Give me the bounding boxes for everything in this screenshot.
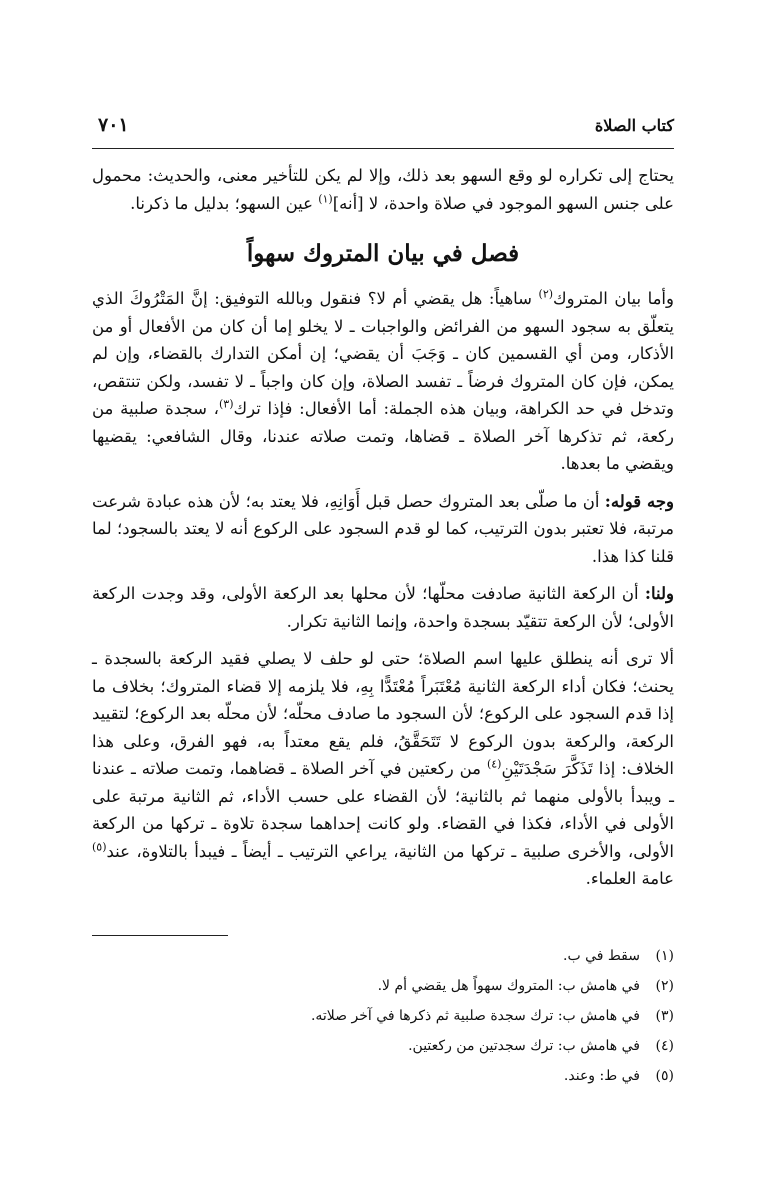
footnote-item [96, 1038, 674, 1068]
footnote-number: (٣) [655, 1008, 674, 1024]
footnote-text: في هامش ب: المتروك سهواً هل يقضي أم لا. [377, 978, 640, 994]
paragraph-4-label: ولنا: [644, 584, 674, 603]
footnote-ref-4: (٤) [486, 757, 502, 771]
page-header [92, 112, 674, 149]
footnote-ref-1: (١) [318, 192, 333, 205]
paragraph-3 [92, 488, 674, 571]
paragraph-3-label: وجه قوله: [604, 491, 674, 511]
paragraph-5-text-a: ألا ترى أنه ينطلق عليها اسم الصلاة؛ حتى لو حلف لا يصلي فقيد الركعة بالسجدة ـ يحنث؛ فكان أداء الركعة الثانية مُعْتَبَراً مُعْتَدًّا بِهِ، فلا يلزمه إلا قضاء المتروك؛ بخلاف ما إذا قدم السجود على الركوع؛ لأن السجود ما صادف محلّه؛ لأن محلّه بعد الركوع؛ لتقييد الركعة، والركعة بدون الركوع لا تَتَحَقَّقُ، فلم يقع معتداً به، فهو الفرق، وعلى هذا الخلاف: إذا تَذَكَّرَ سَجْدَتَيْنِ [92, 649, 674, 778]
paragraph-2 [92, 285, 674, 478]
footnote-item [96, 948, 674, 978]
paragraph-5 [92, 645, 674, 893]
paragraph-2-text-a: وأما بيان المتروك [553, 289, 674, 308]
footnote-number: (٢) [655, 978, 674, 994]
footnote-number: (٤) [655, 1038, 674, 1054]
footnote-text: في هامش ب: ترك سجدتين من ركعتين. [408, 1038, 640, 1054]
page-number: ٧٠١ [98, 114, 129, 136]
paragraph-2-text-b: ساهياً: هل يقضي أم لا؟ فنقول وبالله التوفيق: إنَّ المَتْرُوكَ الذي يتعلّق به سجود السهو من الفرائض والواجبات ـ لا يخلو إما أن كان من الأفعال أو من الأذكار، ومن أي القسمين كان ـ وَجَبَ أن يقضي؛ إن أمكن التدارك بالقضاء، وإن لم يمكن، فإن كان المتروك فرضاً ـ تفسد الصلاة، وإن كان واجباً ـ لا تفسد، ولكن تنتقص، وتدخل في حد الكراهة، وبيان هذه الجملة: أما الأفعال: فإذا ترك [92, 289, 674, 418]
paragraph-2-text-c: ، سجدة صلبية من ركعة، ثم تذكرها آخر الصلاة ـ قضاها، وتمت صلاته عندنا، وقال الشافعي: يقضيها ويقضي ما بعدها. [92, 399, 674, 473]
footnote-text: سقط في ب. [563, 948, 640, 964]
footnote-item [96, 978, 674, 1008]
footnote-text: في هامش ب: ترك سجدة صلبية ثم ذكرها في آخر صلاته. [310, 1008, 640, 1024]
footnote-ref-2: (٢) [538, 287, 554, 301]
paragraph-3-text: أن ما صلّى بعد المتروك حصل قبل أَوَانِهِ، فلا يعتد به؛ لأن هذه عبادة شرعت مرتبة، فلا تعتبر بدون الترتيب، كما لو قدم السجود على الركوع أنه لا يعتد بالسجود؛ لما قلنا كذا هذا. [92, 491, 674, 566]
paragraph-4 [92, 580, 674, 635]
footnote-ref-3: (٣) [219, 397, 234, 411]
footnote-separator [92, 935, 228, 936]
running-title: كتاب الصلاة [594, 116, 674, 135]
paragraph-1-tail: عين السهو؛ بدليل ما ذكرنا. [130, 193, 319, 213]
footnote-ref-5: (٥) [92, 840, 107, 853]
footnote-text: في ط: وعند. [563, 1068, 640, 1084]
footnote-number: (٥) [655, 1068, 674, 1084]
paragraph-4-text: أن الركعة الثانية صادفت محلّها؛ لأن محلها بعد الركعة الأولى، وقد وجدت الركعة الأولى؛ لأن الركعة تتقيّد بسجدة واحدة، وإنما الثانية تكرار. [92, 584, 674, 631]
paragraph-5-text-b: من ركعتين في آخر الصلاة ـ قضاهما، وتمت صلاته ـ عندنا ـ ويبدأ بالأولى منهما ثم بالثانية؛ لأن القضاء على حسب الأداء، ثم الثانية مرتبة على الأولى في الأداء، فكذا في القضاء. ولو كانت إحداهما سجدة تلاوة ـ تركها من الركعة الأولى، والأخرى صلبية ـ تركها من الثانية، يراعي الترتيب ـ أيضاً ـ فيبدأ بالتلاوة، عند [92, 759, 674, 861]
footnote-item [96, 1068, 674, 1098]
section-title: فصل في بيان المتروك سهواً [246, 240, 520, 267]
main-text [92, 162, 674, 903]
paragraph-5-text-c: عامة العلماء. [585, 869, 674, 888]
footnote-item [96, 1008, 674, 1038]
paragraph-1-text: يحتاج إلى تكراره لو وقع السهو بعد ذلك، وإلا لم يكن للتأخير معنى، والحديث: محمول على جنس السهو الموجود في صلاة واحدة، لا [أنه] [92, 166, 674, 213]
footnotes [96, 948, 674, 1098]
paragraph-1 [92, 162, 674, 217]
footnote-number: (١) [655, 948, 674, 964]
